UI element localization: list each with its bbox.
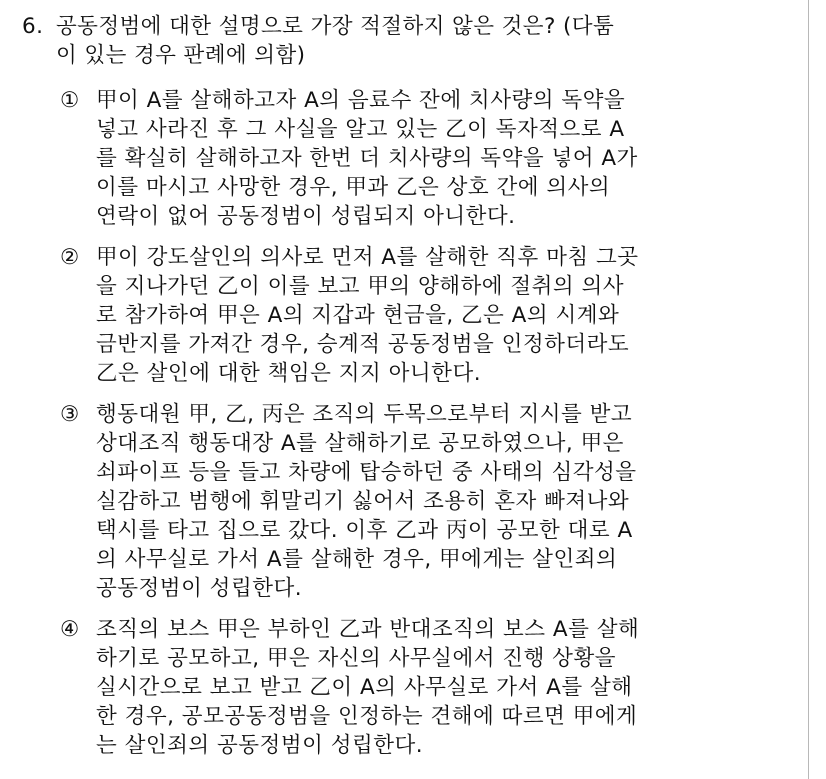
choice-line: 甲이 A를 살해하고자 A의 음료수 잔에 치사량의 독약을 (96, 88, 626, 113)
choice-line: 조직의 보스 甲은 부하인 乙과 반대조직의 보스 A를 살해 (96, 617, 640, 642)
choice-marker: ③ (60, 402, 80, 427)
choice-1[interactable] (22, 86, 788, 231)
choice-line: 금반지를 가져간 경우, 승계적 공동정범을 인정하더라도 (96, 332, 630, 357)
choice-line: 상대조직 행동대장 A를 살해하기로 공모하였으나, 甲은 (96, 431, 624, 456)
choice-line: 넣고 사라진 후 그 사실을 알고 있는 乙이 독자적으로 A (96, 117, 625, 142)
choice-line: 로 참가하여 甲은 A의 지갑과 현금을, 乙은 A의 시계와 (96, 303, 620, 328)
choice-4[interactable] (22, 615, 788, 760)
choice-line: 을 지나가던 乙이 이를 보고 甲의 양해하에 절취의 의사 (96, 274, 625, 299)
question-text (56, 12, 788, 70)
page-right-border (808, 0, 809, 779)
choice-line: 를 확실히 살해하고자 한번 더 치사량의 독약을 넣어 A가 (96, 146, 638, 171)
choice-line: 연락이 없어 공동정범이 성립되지 아니한다. (96, 204, 516, 229)
choice-line: 실시간으로 보고 받고 乙이 A의 사무실로 가서 A를 살해 (96, 675, 633, 700)
choice-text (96, 86, 788, 231)
choice-line: 쇠파이프 등을 들고 차량에 탑승하던 중 사태의 심각성을 (96, 460, 637, 485)
choice-marker: ① (60, 88, 80, 113)
choice-line: 甲이 강도살인의 의사로 먼저 A를 살해한 직후 마침 그곳 (96, 245, 639, 270)
choice-line: 乙은 살인에 대한 책임은 지지 아니한다. (96, 361, 482, 386)
choice-line: 행동대원 甲, 乙, 丙은 조직의 두목으로부터 지시를 받고 (96, 402, 633, 427)
choice-line: 는 살인죄의 공동정범이 성립한다. (96, 733, 424, 758)
choice-line: 의 사무실로 가서 A를 살해한 경우, 甲에게는 살인죄의 (96, 547, 618, 572)
choice-marker: ② (60, 245, 80, 270)
question-stem (22, 12, 788, 70)
choice-3[interactable] (22, 400, 788, 603)
answer-choices (22, 86, 788, 760)
choice-line: 공동정범이 성립한다. (96, 576, 303, 601)
choice-2[interactable] (22, 243, 788, 388)
stem-line: 이 있는 경우 판례에 의함) (56, 43, 306, 68)
question-6 (22, 12, 788, 772)
choice-line: 한 경우, 공모공동정범을 인정하는 견해에 따르면 甲에게 (96, 704, 638, 729)
choice-text (96, 400, 788, 603)
question-number: 6. (22, 14, 44, 39)
choice-text (96, 243, 788, 388)
choice-text (96, 615, 788, 760)
choice-line: 실감하고 범행에 휘말리기 싫어서 조용히 혼자 빠져나와 (96, 489, 630, 514)
choice-marker: ④ (60, 617, 80, 642)
choice-line: 이를 마시고 사망한 경우, 甲과 乙은 상호 간에 의사의 (96, 175, 611, 200)
choice-line: 택시를 타고 집으로 갔다. 이후 乙과 丙이 공모한 대로 A (96, 518, 633, 543)
stem-line: 공동정범에 대한 설명으로 가장 적절하지 않은 것은? (다툼 (56, 14, 615, 39)
choice-line: 하기로 공모하고, 甲은 자신의 사무실에서 진행 상황을 (96, 646, 616, 671)
